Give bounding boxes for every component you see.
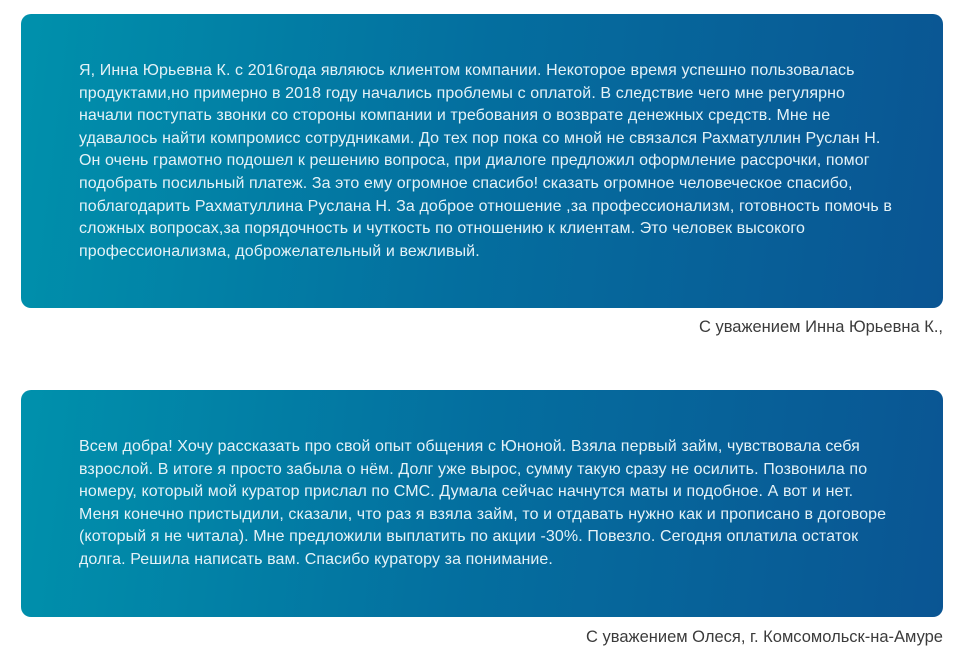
testimonial-signature: С уважением Инна Юрьевна К.,	[698, 318, 943, 336]
testimonial-text: Всем добра! Хочу рассказать про свой опыт общения с Юноной. Взяла первый займ, чувствовала себя взрослой. В итоге я просто забыла о нём. Долг уже вырос, сумму такую сразу не осилить. Позвонила по номеру, который мой куратор прислал по СМС. Думала сейчас начнутся маты и подобное. А вот и нет. Меня конечно пристыдили, сказали, что раз я взяла займ, то и отдавать нужно как и прописано в договоре (который я не читала). Мне предложили выплатить по акции -30%. Повезло. Сегодня оплатила остаток долга. Решила написать вам. Спасибо куратору за понимание.	[79, 438, 887, 568]
testimonial-card	[21, 390, 943, 617]
testimonial-card	[21, 14, 943, 308]
testimonial-signature: С уважением Олеся, г. Комсомольск-на-Амуре	[586, 628, 943, 646]
testimonial-text: Я, Инна Юрьевна К. с 2016года являюсь клиентом компании. Некоторое время успешно пользовалась продуктами,но примерно в 2018 году начались проблемы с оплатой. В следствие чего мне регулярно начали поступать звонки со стороны компании и требования о возврате денежных средств. Мне не удавалось найти компромисс сотрудниками. До тех пор пока со мной не связался Рахматуллин Руслан Н. Он очень грамотно подошел к решению вопроса, при диалоге предложил оформление рассрочки, помог подобрать посильный платеж. За это ему огромное спасибо! сказать огромное человеческое спасибо, поблагодарить Рахматуллина Руслана Н. За доброе отношение ,за профессионализм, готовность помочь в сложных вопросах,за порядочность и чуткость по отношению к клиентам. Это человек высокого профессионализма, доброжелательный и вежливый.	[79, 62, 893, 260]
